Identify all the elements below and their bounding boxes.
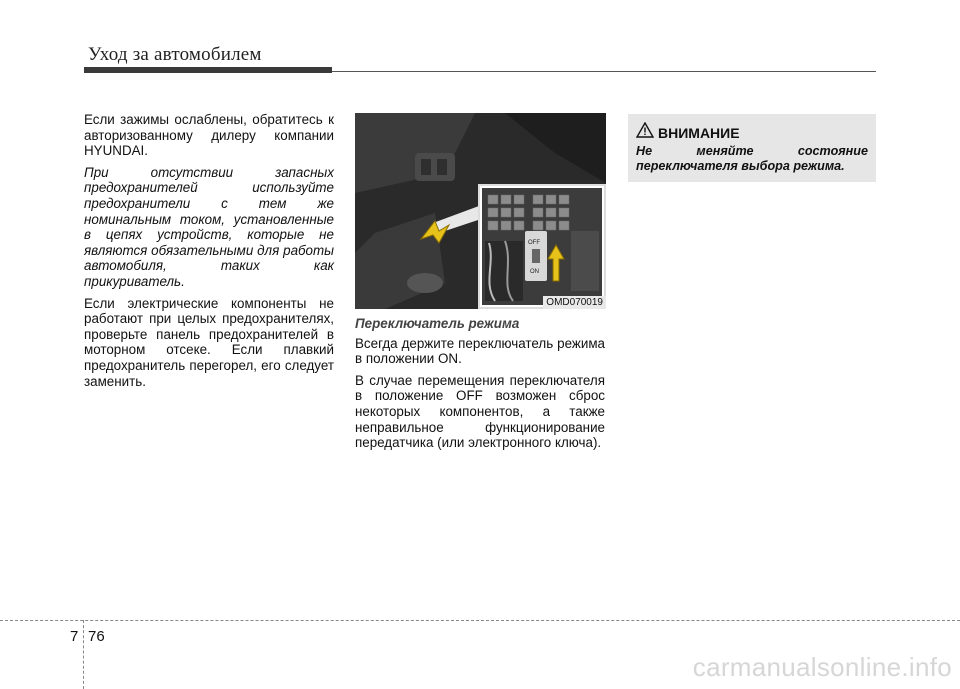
paragraph-loose-clamps: Если зажимы ослаблены, обратитесь к авторизованному дилеру компании HYUNDAI.	[84, 112, 334, 159]
warning-triangle-icon	[636, 122, 654, 143]
switch-label-off: OFF	[528, 240, 540, 246]
fuse-switch-photo	[355, 113, 606, 309]
page-number: 76	[88, 628, 105, 645]
paragraph-spare-fuses: При отсутствии запасных предохранителей используйте предохранители с тем же номинальным током, установленные в цепях устройств, которые не являются обязательными для работы автомобиля, таких как прикуриватель.	[84, 164, 334, 289]
image-code-label: OMD070019	[543, 296, 606, 309]
caution-title: ВНИМАНИЕ	[658, 124, 740, 141]
switch-label-on: ON	[530, 269, 539, 275]
caution-box	[628, 114, 876, 182]
mode-switch-subheading: Переключатель режима	[355, 316, 520, 331]
paragraph-off-reset: В случае перемещения переключателя в положение OFF возможен сброс некоторых компонентов, а также неправильное функционирование передатчика (или электронного ключа).	[355, 372, 605, 451]
caution-text: Не меняйте состояние переключателя выбора режима.	[636, 144, 868, 173]
watermark: carmanualsonline.info	[692, 652, 952, 682]
page-header-title: Уход за автомобилем	[88, 44, 262, 65]
paragraph-keep-on: Всегда держите переключатель режима в положении ON.	[355, 335, 605, 367]
left-text-column	[84, 112, 334, 395]
footer-divider	[0, 620, 960, 621]
paragraph-engine-fuse-panel: Если электрические компоненты не работают при целых предохранителях, проверьте панель предохранителей в моторном отсеке. Если плавкий предохранитель перегорел, его следует заменить.	[84, 295, 334, 389]
footer-vertical-divider	[83, 620, 84, 689]
chapter-number: 7	[70, 628, 79, 645]
header-rule-thin	[332, 71, 876, 72]
caution-header	[636, 122, 740, 143]
header-rule-thick	[84, 67, 332, 73]
middle-text-column	[355, 316, 605, 457]
